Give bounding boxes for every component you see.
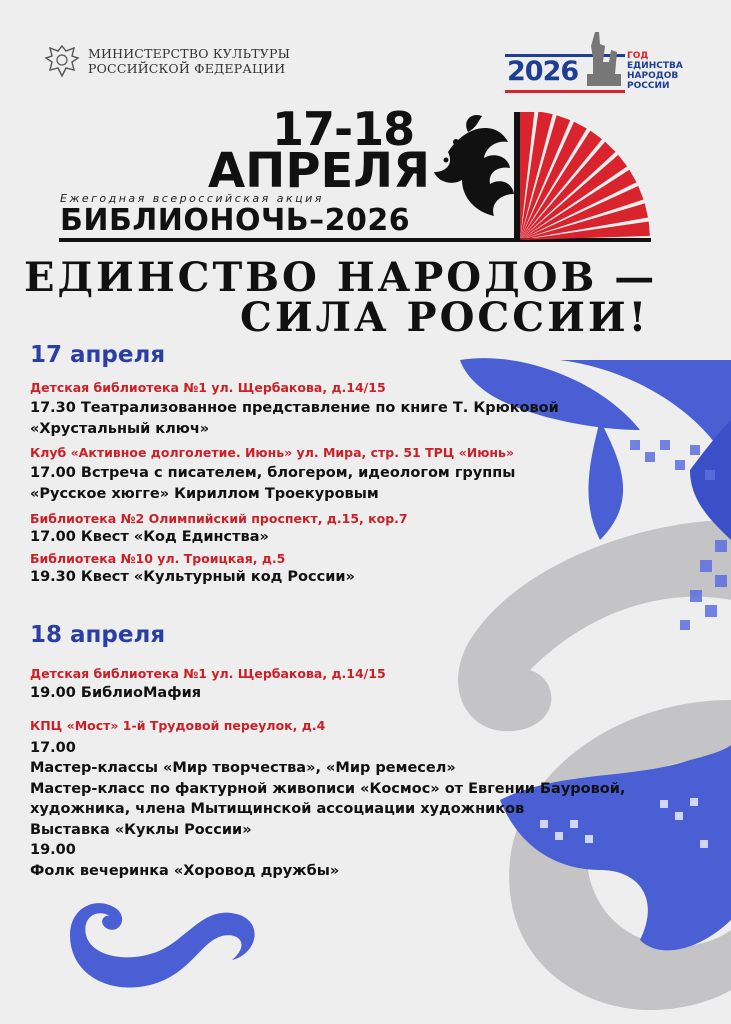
day2-event-2e: Выставка «Куклы России»: [30, 822, 252, 838]
day2-event-2a: 17.00: [30, 740, 76, 756]
year-of-unity-logo: [505, 28, 701, 94]
day1-venue-1: Детская библиотека №1 ул. Щербакова, д.14/15: [30, 380, 386, 395]
red-fan-ornament: [428, 112, 652, 240]
slogan-line-1: ЕДИНСТВО НАРОДОВ —: [24, 254, 658, 301]
event-dates: 17-18: [272, 102, 415, 156]
event-month: АПРЕЛЯ: [208, 143, 431, 199]
day1-event-2b: «Русское хюгге» Кириллом Троекуровым: [30, 486, 379, 502]
year-number: 2026: [507, 56, 579, 87]
annual-caption: Ежегодная всероссийская акция: [60, 192, 324, 205]
day2-venue-1: Детская библиотека №1 ул. Щербакова, д.14/15: [30, 666, 386, 681]
day1-event-2a: 17.00 Встреча с писателем, блогером, идеологом группы: [30, 465, 516, 481]
event-name: БИБЛИОНОЧЬ–2026: [60, 203, 411, 238]
day2-event-2d: художника, члена Мытищинской ассоциации художников: [30, 801, 525, 817]
year-logo-line-4: РОССИИ: [627, 81, 670, 91]
day1-event-4: 19.30 Квест «Культурный код России»: [30, 569, 355, 585]
year-logo-line-2: ЕДИНСТВА: [627, 61, 683, 71]
day2-event-2f: 19.00: [30, 842, 76, 858]
slogan-line-2: СИЛА РОССИИ!: [240, 294, 650, 341]
day1-title: 17 апреля: [30, 342, 166, 368]
day1-venue-3: Библиотека №2 Олимпийский проспект, д.15, кор.7: [30, 511, 408, 526]
day2-title: 18 апреля: [30, 622, 166, 648]
ministry-line-1: МИНИСТЕРСТВО КУЛЬТУРЫ: [88, 46, 291, 61]
day1-event-1a: 17.30 Театрализованное представление по книге Т. Крюковой: [30, 400, 559, 416]
day1-venue-4: Библиотека №10 ул. Троицкая, д.5: [30, 551, 286, 566]
day2-event-2c: Мастер-класс по фактурной живописи «Космос» от Евгении Бауровой,: [30, 781, 626, 797]
day2-event-1: 19.00 БиблиоМафия: [30, 685, 202, 701]
ministry-line-2: РОССИЙСКОЙ ФЕДЕРАЦИИ: [88, 61, 286, 76]
day1-event-3: 17.00 Квест «Код Единства»: [30, 529, 269, 545]
monument-icon: [583, 28, 625, 88]
day2-event-2b: Мастер-классы «Мир творчества», «Мир ремесел»: [30, 760, 456, 776]
day2-event-2g: Фолк вечеринка «Хоровод дружбы»: [30, 863, 340, 879]
blue-petal-4: [588, 420, 623, 540]
year-logo-line-1: ГОД: [627, 51, 649, 61]
double-headed-eagle-icon: [44, 42, 80, 80]
year-logo-line-3: НАРОДОВ: [627, 71, 679, 81]
fan-rays: [520, 112, 650, 240]
gray-swirl-upper: [458, 520, 731, 731]
blue-curl-bottom-left: [70, 903, 255, 987]
day1-venue-2: Клуб «Активное долголетие. Июнь» ул. Мира, стр. 51 ТРЦ «Июнь»: [30, 445, 515, 460]
day1-event-1b: «Хрустальный ключ»: [30, 421, 210, 437]
ministry-logo: [44, 42, 290, 80]
day2-venue-2: КПЦ «Мост» 1-й Трудовой переулок, д.4: [30, 718, 326, 733]
